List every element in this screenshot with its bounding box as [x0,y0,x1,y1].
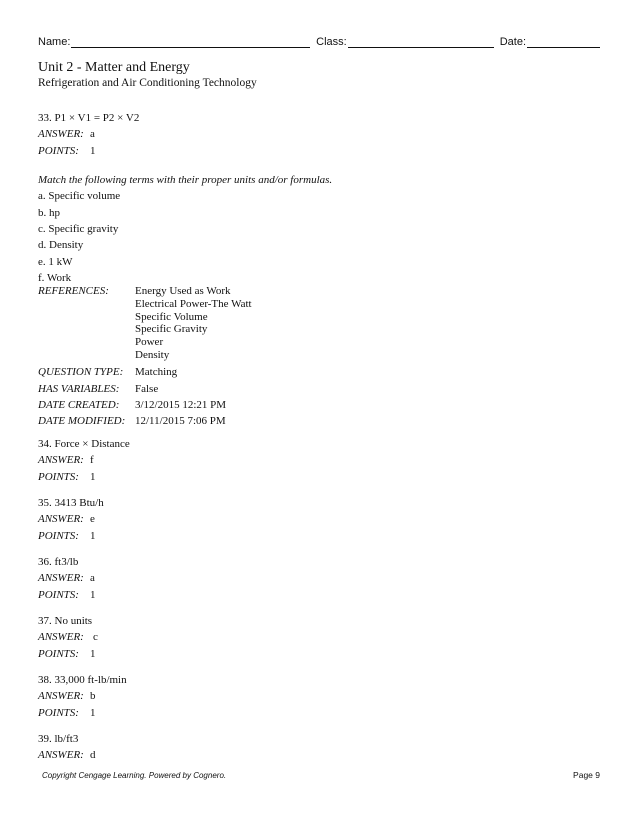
name-blank[interactable] [71,36,310,48]
question-34: 34. Force × Distance [38,438,130,450]
question-37: 37. No units [38,615,93,627]
instructions: Match the following terms with their proper units and/or formulas. [38,174,333,186]
answer-value: d [90,749,96,761]
reference-item: Specific Volume [135,310,208,323]
question-36: 36. ft3/lb [38,556,79,568]
date-modified-value: 12/11/2015 7:06 PM [135,415,226,427]
date-blank[interactable] [527,36,600,48]
has-variables-value: False [135,383,159,395]
question-35: 35. 3413 Btu/h [38,497,104,509]
has-variables-label: HAS VARIABLES: [38,383,120,395]
answer-value: e [90,513,95,525]
answer-label: ANSWER: [38,690,84,702]
date-label: Date: [499,36,526,48]
answer-label: ANSWER: [38,128,84,140]
references-label: REFERENCES: [38,285,109,297]
term-b: b. hp [38,207,60,219]
question-type-label: QUESTION TYPE: [38,366,124,378]
copyright-notice: Copyright Cengage Learning. Powered by Cognero. [42,771,227,780]
answer-value: f [90,454,94,466]
course-title: Refrigeration and Air Conditioning Technology [38,77,257,89]
reference-item: Specific Gravity [135,323,208,336]
points-label: POINTS: [38,530,79,542]
answer-label: ANSWER: [38,513,84,525]
answer-value: a [90,128,95,140]
header-fields [38,36,600,48]
date-modified-label: DATE MODIFIED: [38,415,126,427]
points-value: 1 [90,648,96,660]
reference-item: Density [135,348,170,361]
points-value: 1 [90,707,96,719]
unit-title: Unit 2 - Matter and Energy [38,60,190,75]
reference-item: Energy Used as Work [135,285,231,297]
question-33: 33. P1 × V1 = P2 × V2 [38,112,140,124]
name-label: Name: [38,36,71,48]
date-created-label: DATE CREATED: [38,399,120,411]
class-label: Class: [316,36,347,48]
term-f: f. Work [38,272,72,284]
question-38: 38. 33,000 ft-lb/min [38,674,127,686]
points-value: 1 [90,530,96,542]
points-value: 1 [90,471,96,483]
answer-label: ANSWER: [38,749,84,761]
question-type-value: Matching [135,366,178,378]
answer-value: b [90,690,96,702]
reference-item: Electrical Power-The Watt [135,297,252,310]
term-d: d. Density [38,239,84,251]
answer-label: ANSWER: [38,631,84,643]
points-label: POINTS: [38,589,79,601]
points-label: POINTS: [38,648,79,660]
points-value: 1 [90,589,96,601]
class-blank[interactable] [348,36,494,48]
reference-item: Power [135,336,164,349]
points-label: POINTS: [38,471,79,483]
term-c: c. Specific gravity [38,223,119,235]
answer-label: ANSWER: [38,572,84,584]
term-a: a. Specific volume [38,190,121,202]
points-value: 1 [90,145,96,157]
answer-value: a [90,572,95,584]
references-list [135,285,252,362]
page-number: Page 9 [573,770,600,780]
points-label: POINTS: [38,707,79,719]
answer-value: c [93,631,98,643]
question-39: 39. lb/ft3 [38,733,79,745]
date-created-value: 3/12/2015 12:21 PM [135,399,227,411]
answer-label: ANSWER: [38,454,84,466]
points-label: POINTS: [38,145,79,157]
term-e: e. 1 kW [38,256,73,268]
